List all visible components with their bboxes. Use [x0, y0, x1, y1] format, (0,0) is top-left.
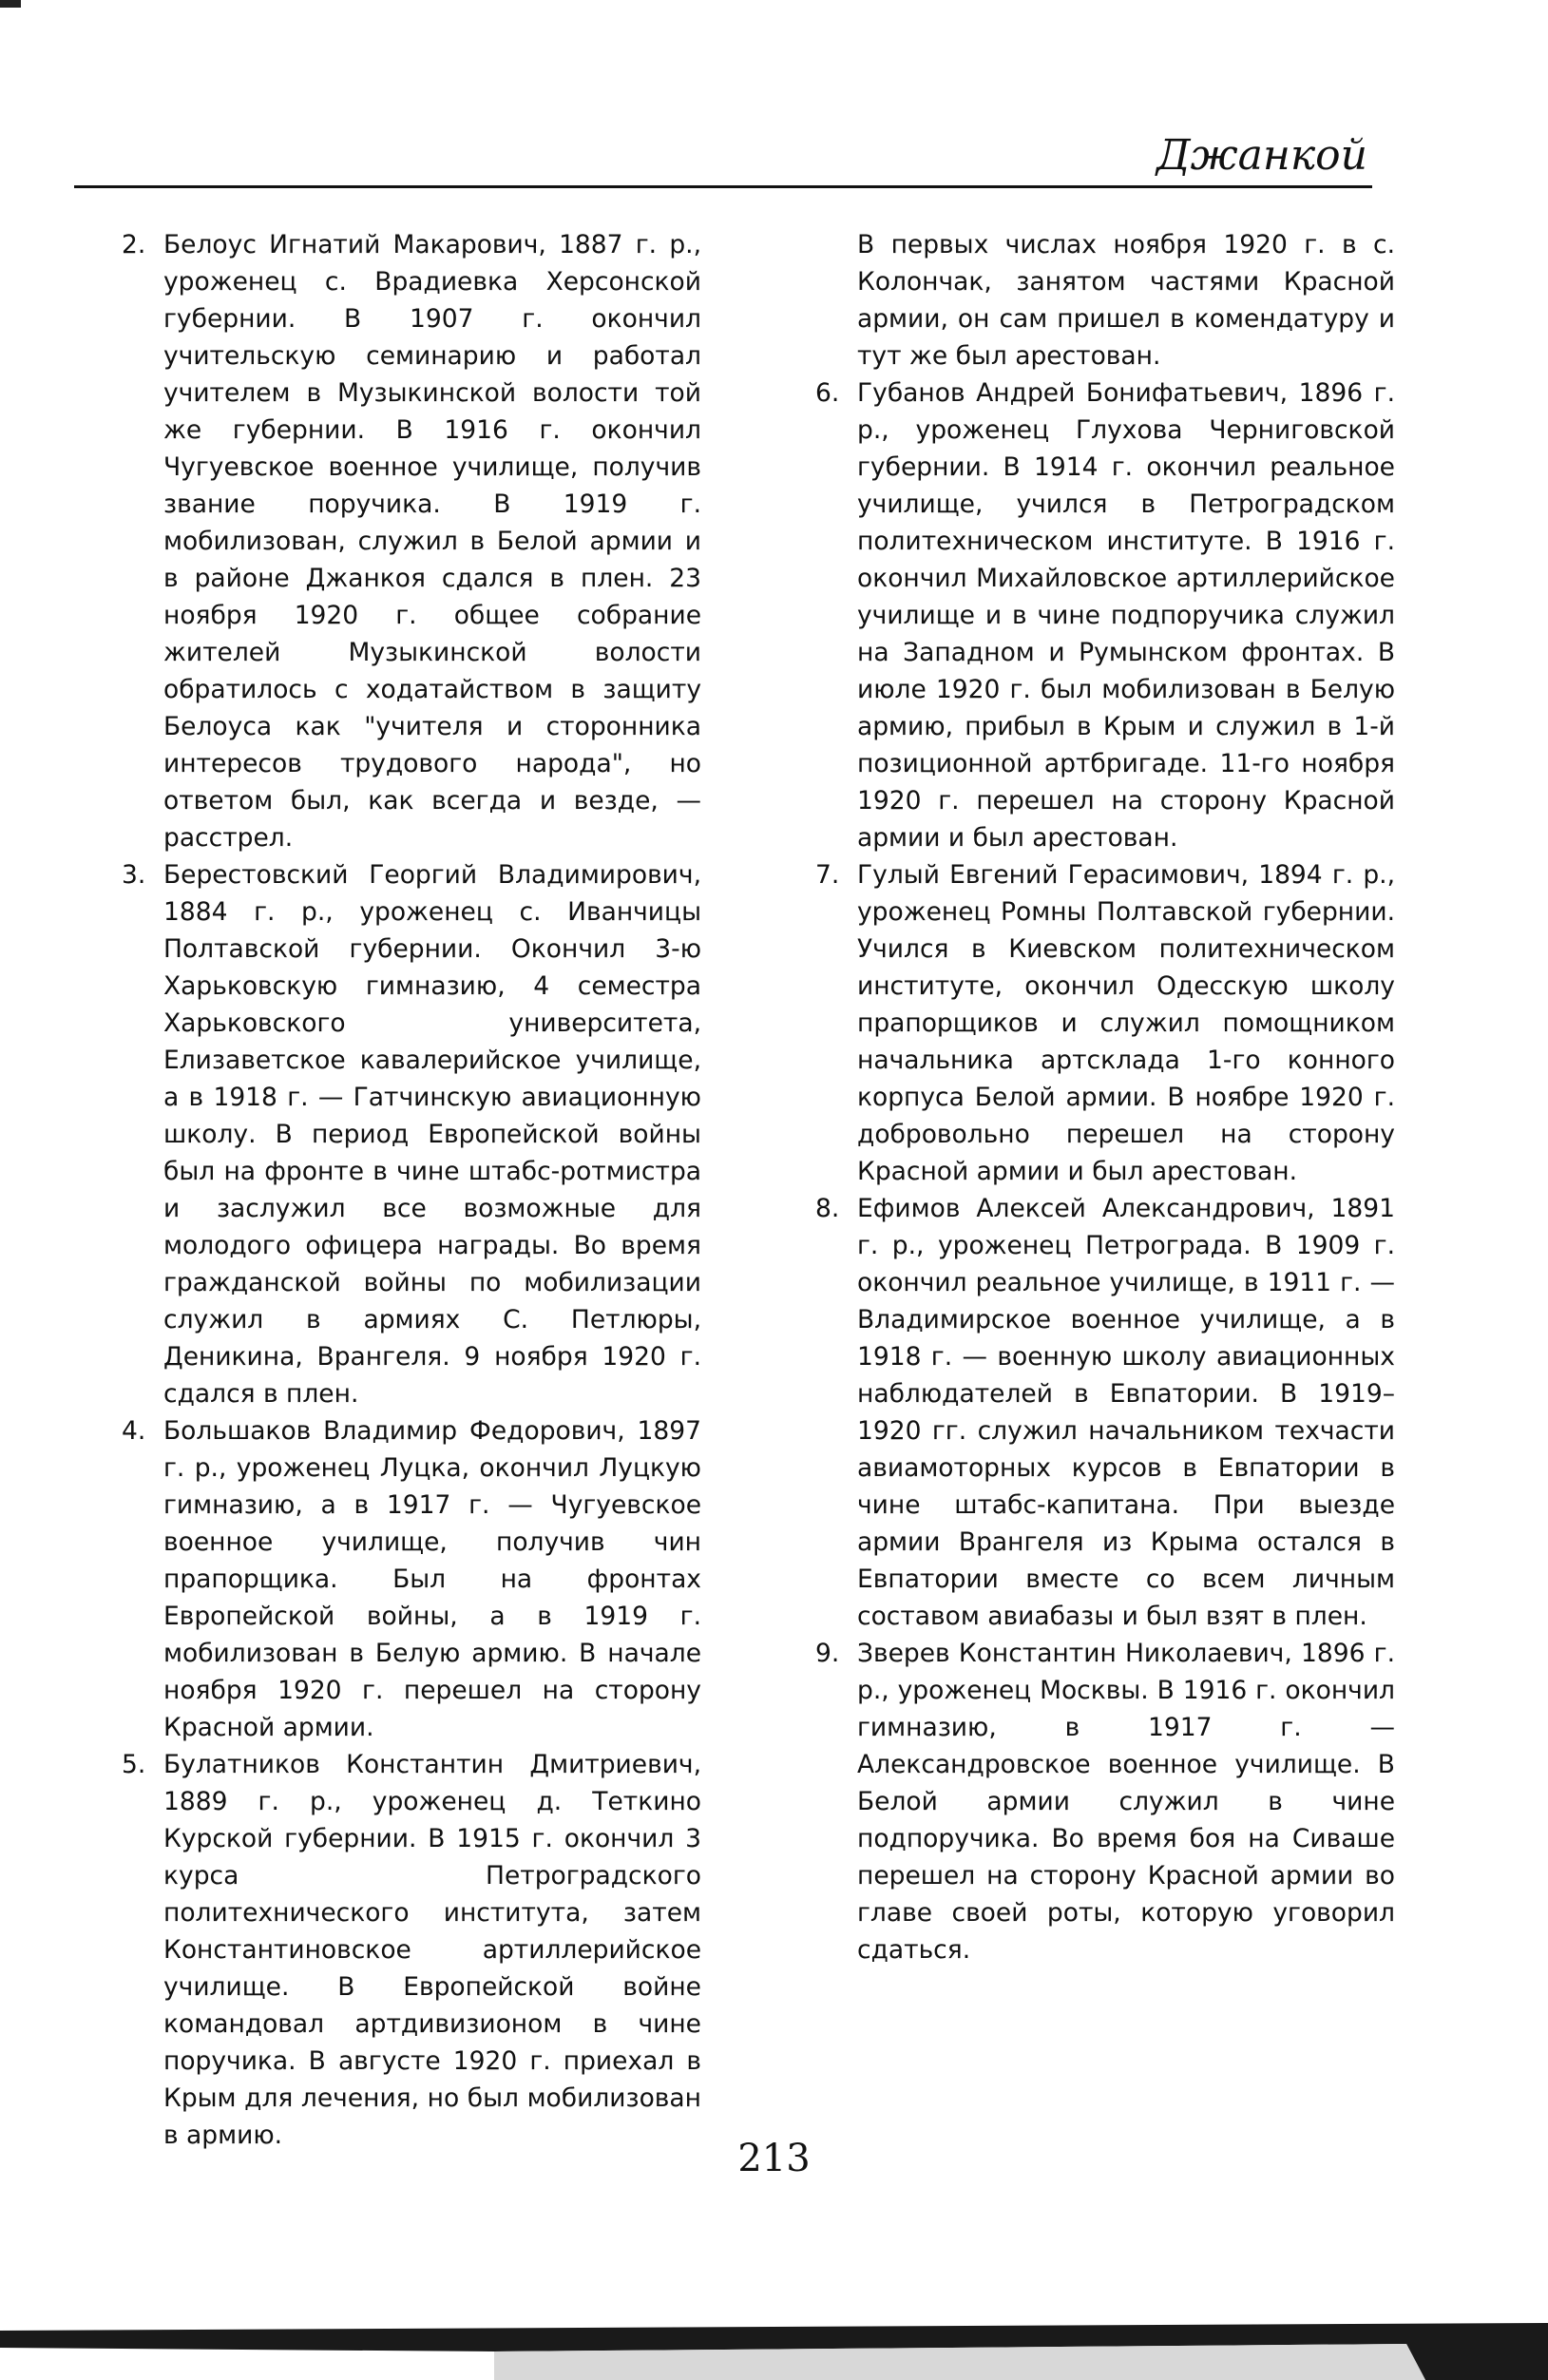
- entry-3: [122, 856, 701, 1412]
- entry-number: 5.: [122, 1750, 146, 1779]
- entry-number: 7.: [815, 860, 840, 890]
- header-rule: [74, 185, 1372, 188]
- entry-number: 6.: [815, 378, 840, 408]
- entry-text: Ефимов Алексей Александрович, 1891 г. р., уроженец Петрограда. В 1909 г. окончил реальное училище, в 1911 г. — Владимирское военное училище, а в 1918 г. — военную школу авиационных наблюдателей в Евпатории. В 1919–1920 гг. служил начальником техчасти авиамоторных курсов в Евпатории в чине штабс-капитана. При выезде армии Врангеля из Крыма остался в Евпатории вместе со всем личным составом авиабазы и был взят в плен.: [857, 1194, 1395, 1631]
- entry-number: 2.: [122, 230, 146, 259]
- entry-7: [815, 856, 1395, 1190]
- entry-6: [815, 374, 1395, 856]
- right-column: [815, 226, 1395, 1968]
- entry-9: [815, 1635, 1395, 1968]
- entry-4: [122, 1412, 701, 1746]
- page-number: 213: [737, 2137, 811, 2180]
- entry-number: 8.: [815, 1194, 840, 1223]
- entry-number: 9.: [815, 1639, 840, 1668]
- entry-2: [122, 226, 701, 856]
- scan-artifact-bottom: [0, 2323, 1548, 2380]
- left-column: [122, 226, 701, 2154]
- entry-8: [815, 1190, 1395, 1635]
- entry-text: Большаков Владимир Федорович, 1897 г. р., уроженец Луцка, окончил Луцкую гимназию, а в 1917 г. — Чугуевское военное училище, получив чин прапорщика. Был на фронтах Европейской войны, а в 1919 г. мобилизован в Белую армию. В начале ноября 1920 г. перешел на сторону Красной армии.: [163, 1416, 701, 1742]
- entry-text: Гулый Евгений Герасимович, 1894 г. р., уроженец Ромны Полтавской губернии. Учился в Киевском политехническом институте, окончил Одесскую школу прапорщиков и служил помощником начальника артсклада 1-го конного корпуса Белой армии. В ноябре 1920 г. добровольно перешел на сторону Красной армии и был арестован.: [857, 860, 1395, 1186]
- entry-5: [122, 1746, 701, 2154]
- entry-number: 3.: [122, 860, 146, 890]
- entry-5-continuation: В первых числах ноября 1920 г. в с. Колончак, занятом частями Красной армии, он сам пришел в комендатуру и тут же был арестован.: [857, 230, 1395, 371]
- scan-artifact-corner: [0, 0, 21, 8]
- page-header-title: Джанкой: [1156, 131, 1367, 180]
- entry-text: Губанов Андрей Бонифатьевич, 1896 г. р., уроженец Глухова Черниговской губернии. В 1914 г. окончил реальное училище, учился в Петроградском политехническом институте. В 1916 г. окончил Михайловское артиллерийское училище и в чине подпоручика служил на Западном и Румынском фронтах. В июле 1920 г. был мобилизован в Белую армию, прибыл в Крым и служил в 1-й позиционной артбригаде. 11-го ноября 1920 г. перешел на сторону Красной армии и был арестован.: [857, 378, 1395, 853]
- entry-text: Зверев Константин Николаевич, 1896 г. р., уроженец Москвы. В 1916 г. окончил гимназию, в 1917 г. — Александровское военное училище. В Белой армии служил в чине подпоручика. Во время боя на Сиваше перешел на сторону Красной армии во главе своей роты, которую уговорил сдаться.: [857, 1639, 1395, 1965]
- entry-text: Булатников Константин Дмитриевич, 1889 г. р., уроженец д. Теткино Курской губернии. В 1915 г. окончил 3 курса Петроградского политехнического института, затем Константиновское артиллерийское училище. В Европейской войне командовал артдивизионом в чине поручика. В августе 1920 г. приехал в Крым для лечения, но был мобилизован в армию.: [163, 1750, 701, 2150]
- entry-text: Берестовский Георгий Владимирович, 1884 г. р., уроженец с. Иванчицы Полтавской губернии. Окончил 3-ю Харьковскую гимназию, 4 семестра Харьковского университета, Елизаветское кавалерийское училище, а в 1918 г. — Гатчинскую авиационную школу. В период Европейской войны был на фронте в чине штабс-ротмистра и заслужил все возможные для молодого офицера награды. Во время гражданской войны по мобилизации служил в армиях С. Петлюры, Деникина, Врангеля. 9 ноября 1920 г. сдался в плен.: [163, 860, 701, 1409]
- entry-number: 4.: [122, 1416, 146, 1446]
- entry-text: Белоус Игнатий Макарович, 1887 г. р., уроженец с. Врадиевка Херсонской губернии. В 1907 г. окончил учительскую семинарию и работал учителем в Музыкинской волости той же губернии. В 1916 г. окончил Чугуевское военное училище, получив звание поручика. В 1919 г. мобилизован, служил в Белой армии и в районе Джанкоя сдался в плен. 23 ноября 1920 г. общее собрание жителей Музыкинской волости обратилось с ходатайством в защиту Белоуса как "учителя и сторонника интересов трудового народа", но ответом был, как всегда и везде, — расстрел.: [163, 230, 701, 853]
